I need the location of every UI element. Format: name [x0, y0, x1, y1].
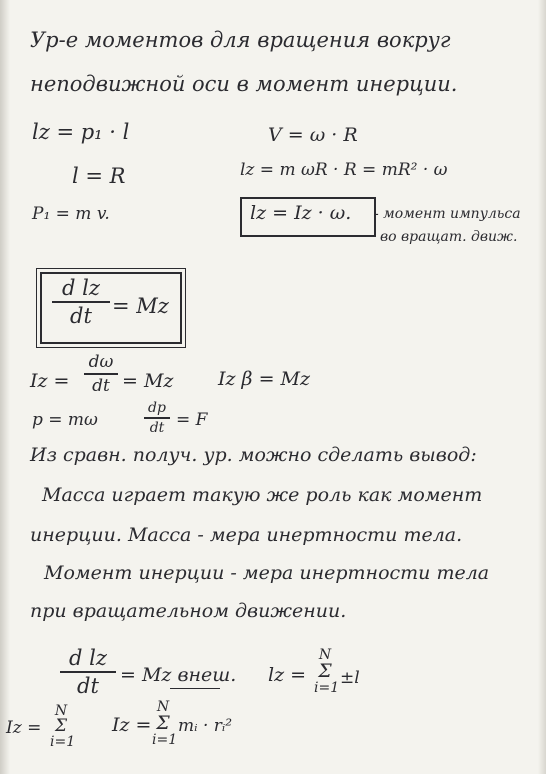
moment-note-1: - момент импульса — [374, 206, 521, 222]
vnesh-underline — [170, 688, 220, 689]
sum-bottom: i=1 — [50, 734, 76, 750]
eq-v: V = ω · R — [268, 124, 358, 146]
eq3-p: p = mω — [32, 410, 98, 430]
eq3-den: dt — [149, 420, 165, 436]
main-fraction-num: d lz — [62, 276, 100, 300]
text-line-1: Из сравн. получ. ур. можно сделать вывод: — [30, 444, 477, 466]
main-fraction-den: dt — [70, 304, 92, 328]
eq4-rhs: = Mz внеш. — [120, 664, 237, 686]
sum-top: N — [156, 699, 170, 715]
fraction-bar — [52, 301, 110, 303]
sum-sign: Σ — [54, 716, 68, 736]
main-rhs: = Mz — [112, 294, 169, 318]
eq2-fraction — [84, 352, 118, 396]
fraction-bar — [60, 671, 116, 673]
eq3-rhs: = F — [176, 410, 208, 430]
sum-sign: Σ — [156, 712, 170, 734]
eq2-rhs: = Mz — [122, 370, 174, 392]
eq4-fraction — [60, 646, 116, 698]
eq5-right-sum — [152, 699, 178, 748]
eq-lz-p1: lz = p₁ · l — [32, 120, 130, 144]
page-edge-right — [538, 0, 546, 774]
text-line-5: при вращательном движении. — [30, 600, 347, 622]
eq-p1: P₁ = m v. — [32, 204, 110, 224]
eq5-right-tail: mᵢ · rᵢ² — [178, 716, 233, 736]
eq-lz-m: lz = m ωR · R = mR² · ω — [240, 160, 448, 180]
eq3-fraction — [144, 400, 170, 436]
eq4-right-lhs: lz = — [268, 664, 307, 686]
eq2-lhs: Iz = — [30, 370, 70, 392]
eq-l-r: l = R — [72, 164, 126, 188]
fraction-bar — [84, 373, 118, 375]
eq-lz-boxed: lz = Iz · ω. — [250, 202, 352, 224]
heading-line-2: неподвижной оси в момент инерции. — [30, 72, 458, 96]
heading-line-1: Ур-е моментов для вращения вокруг — [30, 28, 451, 52]
eq4-sum — [314, 647, 340, 696]
text-line-4: Момент инерции - мера инертности тела — [44, 562, 490, 584]
eq5-right-lhs: Iz = — [112, 714, 152, 736]
sum-top: N — [54, 703, 68, 719]
eq5-left-sum — [50, 703, 76, 750]
text-line-2: Масса играет такую же роль как момент — [42, 484, 483, 506]
sum-top: N — [318, 647, 332, 663]
eq2-num: dω — [88, 352, 114, 372]
sum-sign: Σ — [318, 660, 332, 682]
moment-note-2: во вращат. движ. — [380, 229, 518, 245]
page-edge-left — [0, 0, 10, 774]
eq5-left-lhs: Iz = — [6, 718, 42, 738]
eq3-num: dp — [148, 400, 166, 416]
eq4-num: d lz — [69, 646, 107, 670]
sum-bottom: i=1 — [152, 732, 178, 748]
eq2-den: dt — [92, 376, 110, 396]
fraction-bar — [144, 417, 170, 419]
eq2-right: Iz β = Mz — [218, 368, 311, 390]
eq4-right-tail: ±l — [340, 668, 360, 688]
sum-bottom: i=1 — [314, 680, 340, 696]
text-line-3: инерции. Масса - мера инертности тела. — [30, 524, 463, 546]
main-fraction — [52, 276, 110, 328]
eq4-den: dt — [77, 674, 99, 698]
